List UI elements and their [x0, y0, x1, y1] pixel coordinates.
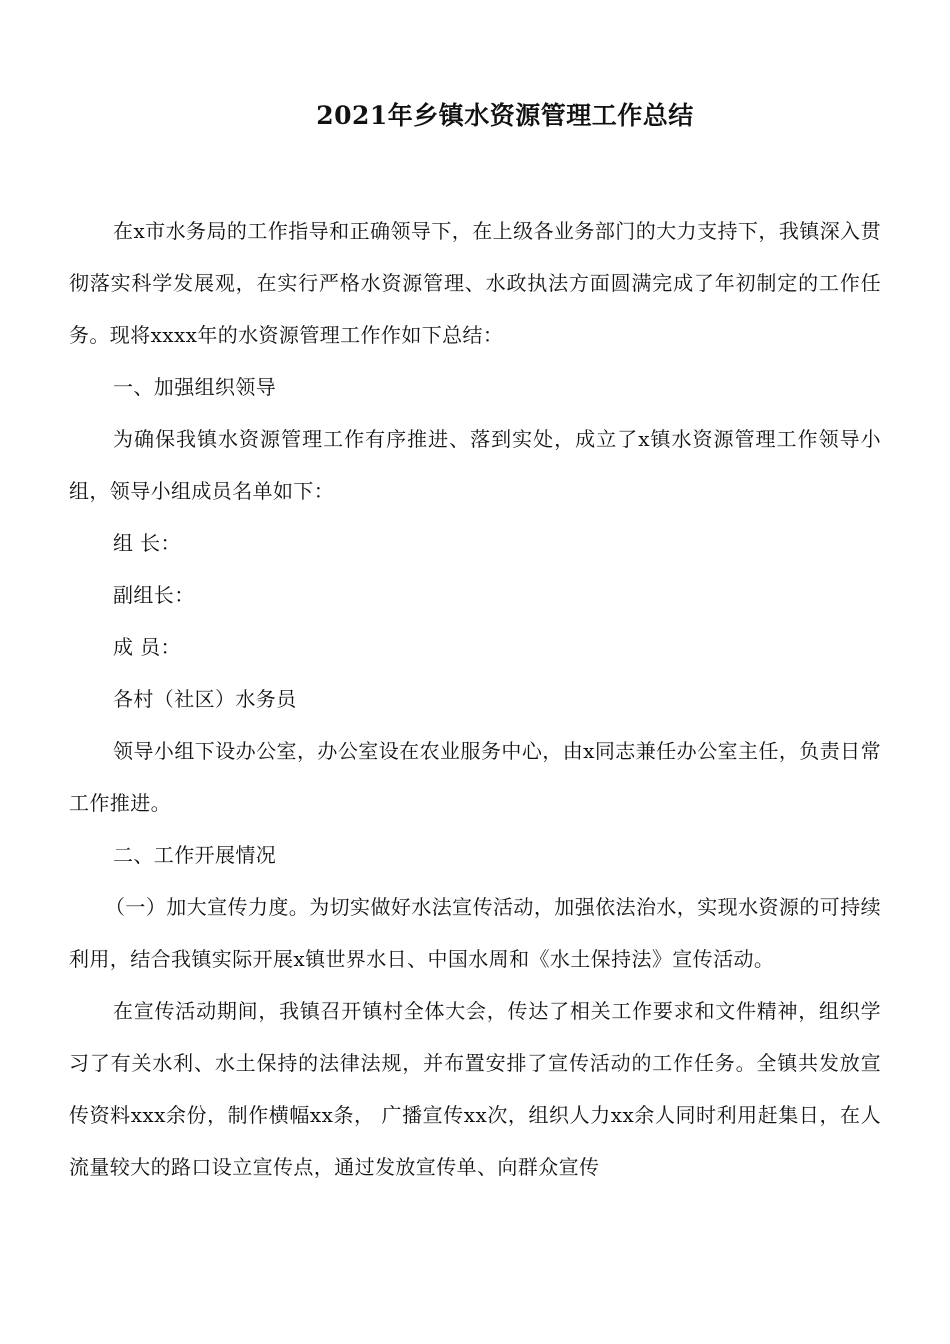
member-line-deputy: 副组长： [113, 583, 195, 607]
member-line-members: 成 员： [113, 635, 181, 659]
member-line-villages: 各村（社区）水务员 [113, 687, 297, 711]
publicity-paragraph: （一）加大宣传力度。为切实做好水法宣传活动，加强依法治水，实现水资源的可持续利用，结合我镇实际开展x镇世界水日、中国水周和《水土保持法》宣传活动。 [69, 895, 881, 971]
document-body [69, 205, 881, 1193]
document-title: 2021年乡镇水资源管理工作总结 [316, 101, 694, 130]
leadership-paragraph: 为确保我镇水资源管理工作有序推进、落到实处，成立了x镇水资源管理工作领导小组，领导小组成员名单如下： [69, 427, 881, 503]
member-line-leader: 组 长： [113, 531, 181, 555]
office-paragraph: 领导小组下设办公室，办公室设在农业服务中心，由x同志兼任办公室主任，负责日常工作推进。 [69, 739, 881, 815]
activity-paragraph: 在宣传活动期间，我镇召开镇村全体大会，传达了相关工作要求和文件精神，组织学习了有关水利、水土保持的法律法规，并布置安排了宣传活动的工作任务。全镇共发放宣传资料xxx余份，制作横幅xx条， 广播宣传xx次，组织人力xx余人同时利用赶集日，在人流量较大的路口设立宣传点，通过发放宣传单、向群众宣传 [69, 999, 881, 1179]
intro-paragraph: 在x市水务局的工作指导和正确领导下，在上级各业务部门的大力支持下，我镇深入贯彻落实科学发展观，在实行严格水资源管理、水政执法方面圆满完成了年初制定的工作任务。现将xxxx年的水资源管理工作作如下总结： [69, 219, 881, 347]
section-heading-1: 一、加强组织领导 [113, 375, 277, 399]
section-heading-2: 二、工作开展情况 [113, 843, 277, 867]
